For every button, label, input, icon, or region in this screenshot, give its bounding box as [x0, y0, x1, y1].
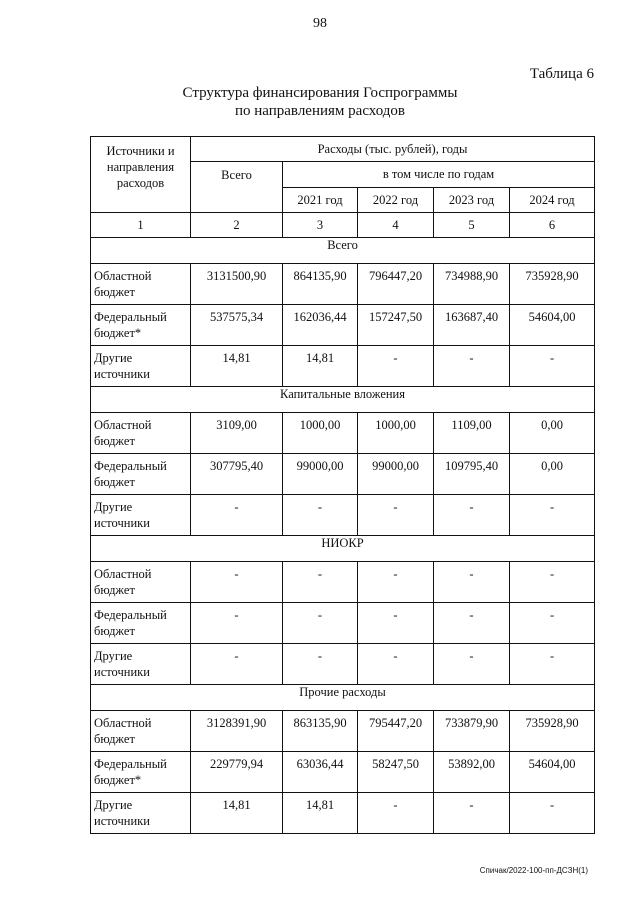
value-cell: - — [510, 562, 595, 603]
value-cell: - — [358, 562, 434, 603]
section-title: Капитальные вложения — [91, 387, 595, 413]
value-cell: - — [510, 603, 595, 644]
value-cell: 3128391,90 — [191, 711, 283, 752]
section-title: НИОКР — [91, 536, 595, 562]
header-row-1 — [91, 137, 595, 162]
table-title-line-1: Структура финансирования Госпрограммы — [182, 85, 458, 101]
source-cell: Областной бюджет — [91, 562, 191, 603]
value-cell: - — [510, 346, 595, 387]
value-cell: 863135,90 — [283, 711, 358, 752]
value-cell: 1000,00 — [283, 413, 358, 454]
column-number: 2 — [191, 213, 283, 238]
value-cell: - — [358, 603, 434, 644]
value-cell: 1109,00 — [434, 413, 510, 454]
financing-table — [90, 136, 595, 834]
value-cell: - — [434, 603, 510, 644]
value-cell: - — [283, 562, 358, 603]
value-cell: 3109,00 — [191, 413, 283, 454]
value-cell: 14,81 — [283, 346, 358, 387]
value-cell: 3131500,90 — [191, 264, 283, 305]
value-cell: 1000,00 — [358, 413, 434, 454]
table-row — [91, 495, 595, 536]
value-cell: 734988,90 — [434, 264, 510, 305]
value-cell: 0,00 — [510, 413, 595, 454]
value-cell: 229779,94 — [191, 752, 283, 793]
page-number: 98 — [313, 16, 327, 31]
value-cell: 54604,00 — [510, 305, 595, 346]
table-row — [91, 264, 595, 305]
value-cell: - — [191, 603, 283, 644]
value-cell: - — [510, 793, 595, 834]
source-cell: Федеральный бюджет* — [91, 752, 191, 793]
value-cell: 14,81 — [191, 346, 283, 387]
table-row — [91, 644, 595, 685]
value-cell: - — [510, 495, 595, 536]
section-title-row — [91, 238, 595, 264]
header-year: 2021 год — [283, 188, 358, 213]
value-cell: - — [358, 346, 434, 387]
column-number: 5 — [434, 213, 510, 238]
table-label: Таблица 6 — [529, 66, 594, 82]
value-cell: 733879,90 — [434, 711, 510, 752]
value-cell: - — [358, 644, 434, 685]
value-cell: - — [283, 644, 358, 685]
source-cell: Другие источники — [91, 793, 191, 834]
value-cell: 53892,00 — [434, 752, 510, 793]
value-cell: - — [434, 346, 510, 387]
value-cell: 162036,44 — [283, 305, 358, 346]
column-number: 1 — [91, 213, 191, 238]
section-title: Прочие расходы — [91, 685, 595, 711]
value-cell: 163687,40 — [434, 305, 510, 346]
value-cell: 735928,90 — [510, 264, 595, 305]
column-number: 3 — [283, 213, 358, 238]
source-cell: Областной бюджет — [91, 711, 191, 752]
value-cell: 99000,00 — [358, 454, 434, 495]
table-row — [91, 603, 595, 644]
value-cell: - — [191, 644, 283, 685]
table-row — [91, 793, 595, 834]
value-cell: - — [510, 644, 595, 685]
value-cell: 795447,20 — [358, 711, 434, 752]
footer-reference: Спичак/2022-100-пп-ДСЗН(1) — [479, 866, 588, 875]
value-cell: 796447,20 — [358, 264, 434, 305]
value-cell: - — [191, 562, 283, 603]
header-total: Всего — [191, 162, 283, 213]
source-cell: Федеральный бюджет — [91, 603, 191, 644]
value-cell: 735928,90 — [510, 711, 595, 752]
value-cell: - — [358, 495, 434, 536]
table-row — [91, 752, 595, 793]
source-cell: Федеральный бюджет — [91, 454, 191, 495]
section-title-row — [91, 685, 595, 711]
header-year: 2022 год — [358, 188, 434, 213]
value-cell: 109795,40 — [434, 454, 510, 495]
header-sources: Источники и направления расходов — [91, 137, 191, 213]
header-by-years: в том числе по годам — [283, 162, 595, 188]
value-cell: 14,81 — [283, 793, 358, 834]
column-number: 6 — [510, 213, 595, 238]
table-title-line-2: по направлениям расходов — [234, 103, 405, 119]
financing-table-body — [91, 137, 595, 834]
value-cell: 307795,40 — [191, 454, 283, 495]
value-cell: - — [434, 562, 510, 603]
table-row — [91, 711, 595, 752]
table-row — [91, 346, 595, 387]
section-title-row — [91, 536, 595, 562]
header-year: 2024 год — [510, 188, 595, 213]
value-cell: - — [434, 495, 510, 536]
column-numbers-row — [91, 213, 595, 238]
section-title-row — [91, 387, 595, 413]
value-cell: - — [283, 495, 358, 536]
value-cell: - — [434, 793, 510, 834]
source-cell: Федеральный бюджет* — [91, 305, 191, 346]
table-row — [91, 413, 595, 454]
value-cell: 99000,00 — [283, 454, 358, 495]
source-cell: Областной бюджет — [91, 264, 191, 305]
value-cell: 63036,44 — [283, 752, 358, 793]
source-cell: Другие источники — [91, 644, 191, 685]
section-title: Всего — [91, 238, 595, 264]
value-cell: - — [358, 793, 434, 834]
value-cell: 54604,00 — [510, 752, 595, 793]
source-cell: Другие источники — [91, 346, 191, 387]
value-cell: - — [434, 644, 510, 685]
table-title — [0, 84, 640, 120]
value-cell: 0,00 — [510, 454, 595, 495]
header-expenses: Расходы (тыс. рублей), годы — [191, 137, 595, 162]
value-cell: 157247,50 — [358, 305, 434, 346]
source-cell: Областной бюджет — [91, 413, 191, 454]
table-row — [91, 454, 595, 495]
value-cell: 864135,90 — [283, 264, 358, 305]
value-cell: - — [283, 603, 358, 644]
value-cell: 14,81 — [191, 793, 283, 834]
source-cell: Другие источники — [91, 495, 191, 536]
column-number: 4 — [358, 213, 434, 238]
table-row — [91, 562, 595, 603]
table-row — [91, 305, 595, 346]
header-year: 2023 год — [434, 188, 510, 213]
value-cell: - — [191, 495, 283, 536]
value-cell: 58247,50 — [358, 752, 434, 793]
value-cell: 537575,34 — [191, 305, 283, 346]
